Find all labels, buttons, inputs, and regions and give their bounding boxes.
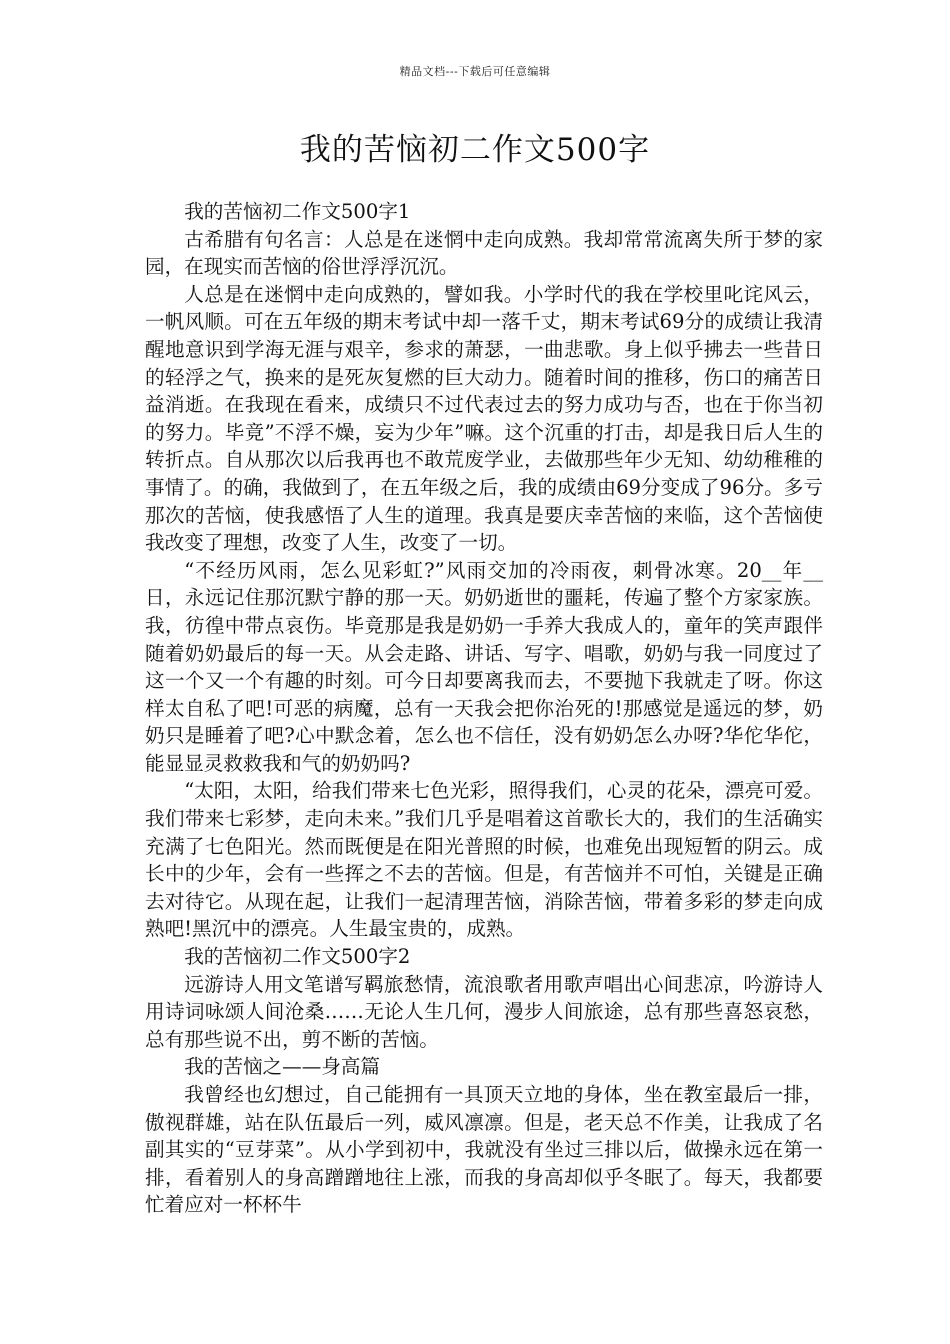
paragraph: 远游诗人用文笔谱写羁旅愁情，流浪歌者用歌声唱出心间悲凉，吟游诗人用诗词咏颂人间沧桑……无论人生几何，漫步人间旅途，总有那些喜怒哀愁，总有那些说不出，剪不断的苦恼。 [145,972,823,1051]
document-title: 我的苦恼初二作文500字 [299,132,651,168]
paragraph: “不经历风雨，怎么见彩虹?”风雨交加的冷雨夜，刺骨冰寒。20__年__日，永远记住那沉默宁静的那一天。奶奶逝世的噩耗，传遍了整个方家家族。我，彷徨中带点哀伤。毕竟那是我是奶奶一手养大我成人的，童年的笑声跟伴随着奶奶最后的每一天。从会走路、讲话、写字、唱歌，奶奶与我一同度过了这一个又一个有趣的时刻。可今日却要离我而去，不要抛下我就走了呀。你这样太自私了吧!可恶的病魔，总有一天我会把你治死的!那感觉是遥远的梦，奶奶只是睡着了吧?心中默念着，怎么也不信任，没有奶奶怎么办呀?华佗华佗，能显显灵救救我和气的奶奶吗? [145,558,823,775]
paragraph: 人总是在迷惘中走向成熟的，譬如我。小学时代的我在学校里叱诧风云，一帆风顺。可在五年级的期末考试中却一落千丈，期末考试69分的成绩让我清醒地意识到学海无涯与艰辛，参求的萧瑟，一曲悲歌。身上似乎拂去一些昔日的轻浮之气，换来的是死灰复燃的巨大动力。随着时间的推移，伤口的痛苦日益消逝。在我现在看来，成绩只不过代表过去的努力成功与否，也在于你当初的努力。毕竟”不浮不燥，妄为少年”嘛。这个沉重的打击，却是我日后人生的转折点。自从那次以后我再也不敢荒废学业，去做那些年少无知、幼幼稚稚的事情了。的确，我做到了，在五年级之后，我的成绩由69分变成了96分。多亏那次的苦恼，使我感悟了人生的道理。我真是要庆幸苦恼的来临，这个苦恼使我改变了理想，改变了人生，改变了一切。 [145,282,823,555]
section-heading: 我的苦恼初二作文500字1 [184,200,411,223]
page-header: 精品文档---下载后可任意编辑 [399,65,551,78]
paragraph: 我曾经也幻想过，自己能拥有一具顶天立地的身体，坐在教室最后一排，傲视群雄，站在队伍最后一列，威风凛凛。但是，老天总不作美，让我成了名副其实的“豆芽菜”。从小学到初中，我就没有坐过三排以后，做操永远在第一排，看着别人的身高蹭蹭地往上涨，而我的身高却似乎冬眠了。每天，我都要忙着应对一杯杯牛 [145,1083,823,1217]
subsection-heading: 我的苦恼之——身高篇 [184,1055,381,1079]
paragraph: 古希腊有句名言：人总是在迷惘中走向成熟。我却常常流离失所于梦的家园，在现实而苦恼的俗世浮浮沉沉。 [145,227,823,279]
paragraph: “太阳，太阳，给我们带来七色光彩，照得我们，心灵的花朵，漂亮可爱。我们带来七彩梦，走向未来。”我们几乎是唱着这首歌长大的，我们的生活确实充满了七色阳光。然而既便是在阳光普照的时候，也难免出现短暂的阴云。成长中的少年，会有一些挥之不去的苦恼。但是，有苦恼并不可怕，关键是正确去对待它。从现在起，让我们一起清理苦恼，消除苦恼，带着多彩的梦走向成熟吧!黑沉中的漂亮。人生最宝贵的，成熟。 [145,779,823,941]
section-heading: 我的苦恼初二作文500字2 [184,945,411,969]
document-body [145,198,823,1219]
